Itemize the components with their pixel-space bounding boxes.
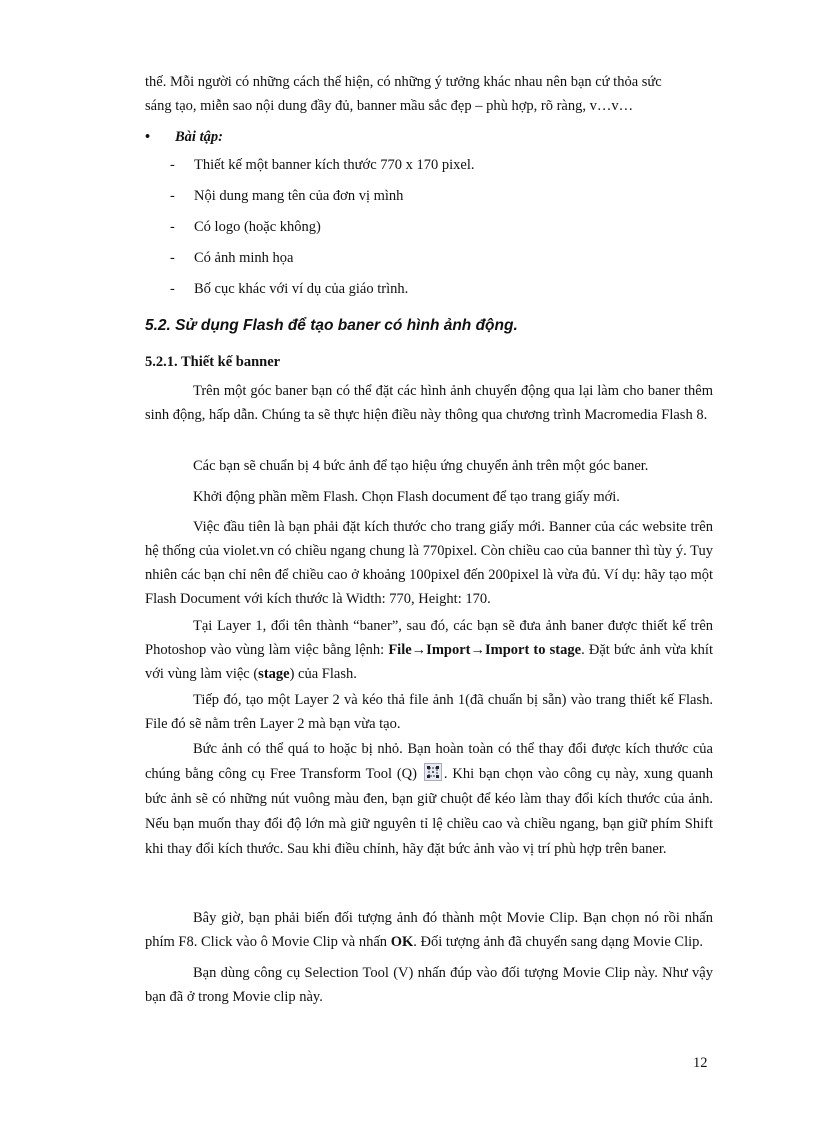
paragraph-8 bbox=[145, 906, 713, 954]
section-heading: 5.2. Sử dụng Flash để tạo baner có hình ảnh động. bbox=[145, 317, 518, 334]
paragraph-5-text-b: . Đặt bức ảnh vừa khít với vùng làm việc ( bbox=[145, 642, 713, 682]
intro-paragraph bbox=[145, 70, 713, 118]
paragraph-9: Bạn dùng công cụ Selection Tool (V) nhấn đúp vào đối tượng Movie Clip này. Như vậy bạn đã ở trong Movie clip này. bbox=[145, 965, 713, 1005]
paragraph-3: Khởi động phần mềm Flash. Chọn Flash document để tạo trang giấy mới. bbox=[193, 489, 620, 505]
paragraph-8-text-a: Bây giờ, bạn phải biến đối tượng ảnh đó thành một Movie Clip. Bạn chọn nó rồi nhấn phím F8. Click vào ô Movie Clip và nhấn bbox=[145, 910, 713, 950]
bullet-icon: • bbox=[145, 129, 151, 145]
list-item-text: Thiết kế một banner kích thước 770 x 170 pixel. bbox=[194, 157, 475, 173]
paragraph-7-text-b: . Khi bạn chọn vào công cụ này, xung quanh bức ảnh sẽ có những nút vuông màu đen, bạn giữ chuột để kéo làm thay đổi kích thước của ảnh. Nếu bạn muốn thay đổi độ lớn mà giữ nguyên tỉ lệ chiều cao và chiều ngang, bạn giữ phím Shift khi thay đổi kích thước. Sau khi điều chỉnh, hãy đặt bức ảnh vào vị trí phù hợp trên baner. bbox=[145, 766, 714, 857]
list-item-text: Bố cục khác với ví dụ của giáo trình. bbox=[194, 281, 409, 297]
dash-icon: - bbox=[170, 281, 175, 297]
exercise-title: Bài tập: bbox=[175, 129, 223, 145]
dash-icon: - bbox=[170, 250, 175, 266]
intro-line-1: thế. Mỗi người có những cách thể hiện, có những ý tưởng khác nhau nên bạn cứ thỏa sức bbox=[145, 74, 662, 90]
paragraph-5-text-a: Tại Layer 1, đổi tên thành “baner”, sau đó, các bạn sẽ đưa ảnh baner được thiết kế trên Photoshop vào vùng làm việc bằng lệnh: bbox=[145, 618, 713, 658]
page-number: 12 bbox=[693, 1055, 708, 1071]
list-item-text: Có logo (hoặc không) bbox=[194, 219, 321, 235]
subsection-heading: 5.2.1. Thiết kế banner bbox=[145, 354, 281, 370]
exercise-bullet bbox=[145, 125, 223, 149]
import-command: File→Import→Import to stage bbox=[388, 642, 582, 658]
list-item bbox=[170, 277, 408, 301]
list-item bbox=[170, 153, 475, 177]
dash-icon: - bbox=[170, 188, 175, 204]
paragraph-6: Tiếp đó, tạo một Layer 2 và kéo thả file ảnh 1(đã chuẩn bị sẵn) vào trang thiết kế Flash. File đó sẽ nằm trên Layer 2 mà bạn vừa tạo. bbox=[145, 692, 713, 732]
paragraph-7-text-a: Bức ảnh có thể quá to hoặc bị nhỏ. Bạn hoàn toàn có thể thay đổi được kích thước của chúng bằng công cụ Free Transform Tool (Q) bbox=[145, 741, 713, 782]
paragraph-8-text-b: . Đối tượng ảnh đã chuyển sang dạng Movie Clip. bbox=[413, 934, 704, 950]
paragraph-4: Việc đầu tiên là bạn phải đặt kích thước cho trang giấy mới. Banner của các website trên hệ thống của violet.vn có chiều ngang chung là 770pixel. Còn chiều cao của banner thì tùy ý. Tuy nhiên các bạn chỉ nên để chiều cao ở khoảng 100pixel đến 200pixel là vừa đủ. Ví dụ: hãy tạo một Flash Document với kích thước là Width: 770, Height: 170. bbox=[145, 519, 713, 607]
paragraph-1: Trên một góc baner bạn có thể đặt các hình ảnh chuyển động qua lại làm cho baner thêm sinh động, hấp dẫn. Chúng ta sẽ thực hiện điều này thông qua chương trình Macromedia Flash 8. bbox=[145, 383, 713, 423]
stage-term: stage bbox=[258, 666, 290, 682]
list-item bbox=[170, 246, 293, 270]
free-transform-tool-icon bbox=[424, 763, 442, 781]
dash-icon: - bbox=[170, 157, 175, 173]
paragraph-5 bbox=[145, 614, 713, 686]
dash-icon: - bbox=[170, 219, 175, 235]
paragraph-2: Các bạn sẽ chuẩn bị 4 bức ảnh để tạo hiệu ứng chuyển ảnh trên một góc baner. bbox=[193, 458, 649, 474]
list-item bbox=[170, 215, 321, 239]
intro-line-2: sáng tạo, miễn sao nội dung đầy đủ, banner mầu sắc đẹp – phù hợp, rõ ràng, v…v… bbox=[145, 98, 634, 114]
paragraph-5-text-c: ) của Flash. bbox=[289, 666, 357, 682]
list-item-text: Có ảnh minh họa bbox=[194, 250, 294, 266]
list-item-text: Nội dung mang tên của đơn vị mình bbox=[194, 188, 404, 204]
list-item bbox=[170, 184, 403, 208]
paragraph-7 bbox=[145, 737, 713, 862]
ok-term: OK bbox=[390, 934, 414, 950]
